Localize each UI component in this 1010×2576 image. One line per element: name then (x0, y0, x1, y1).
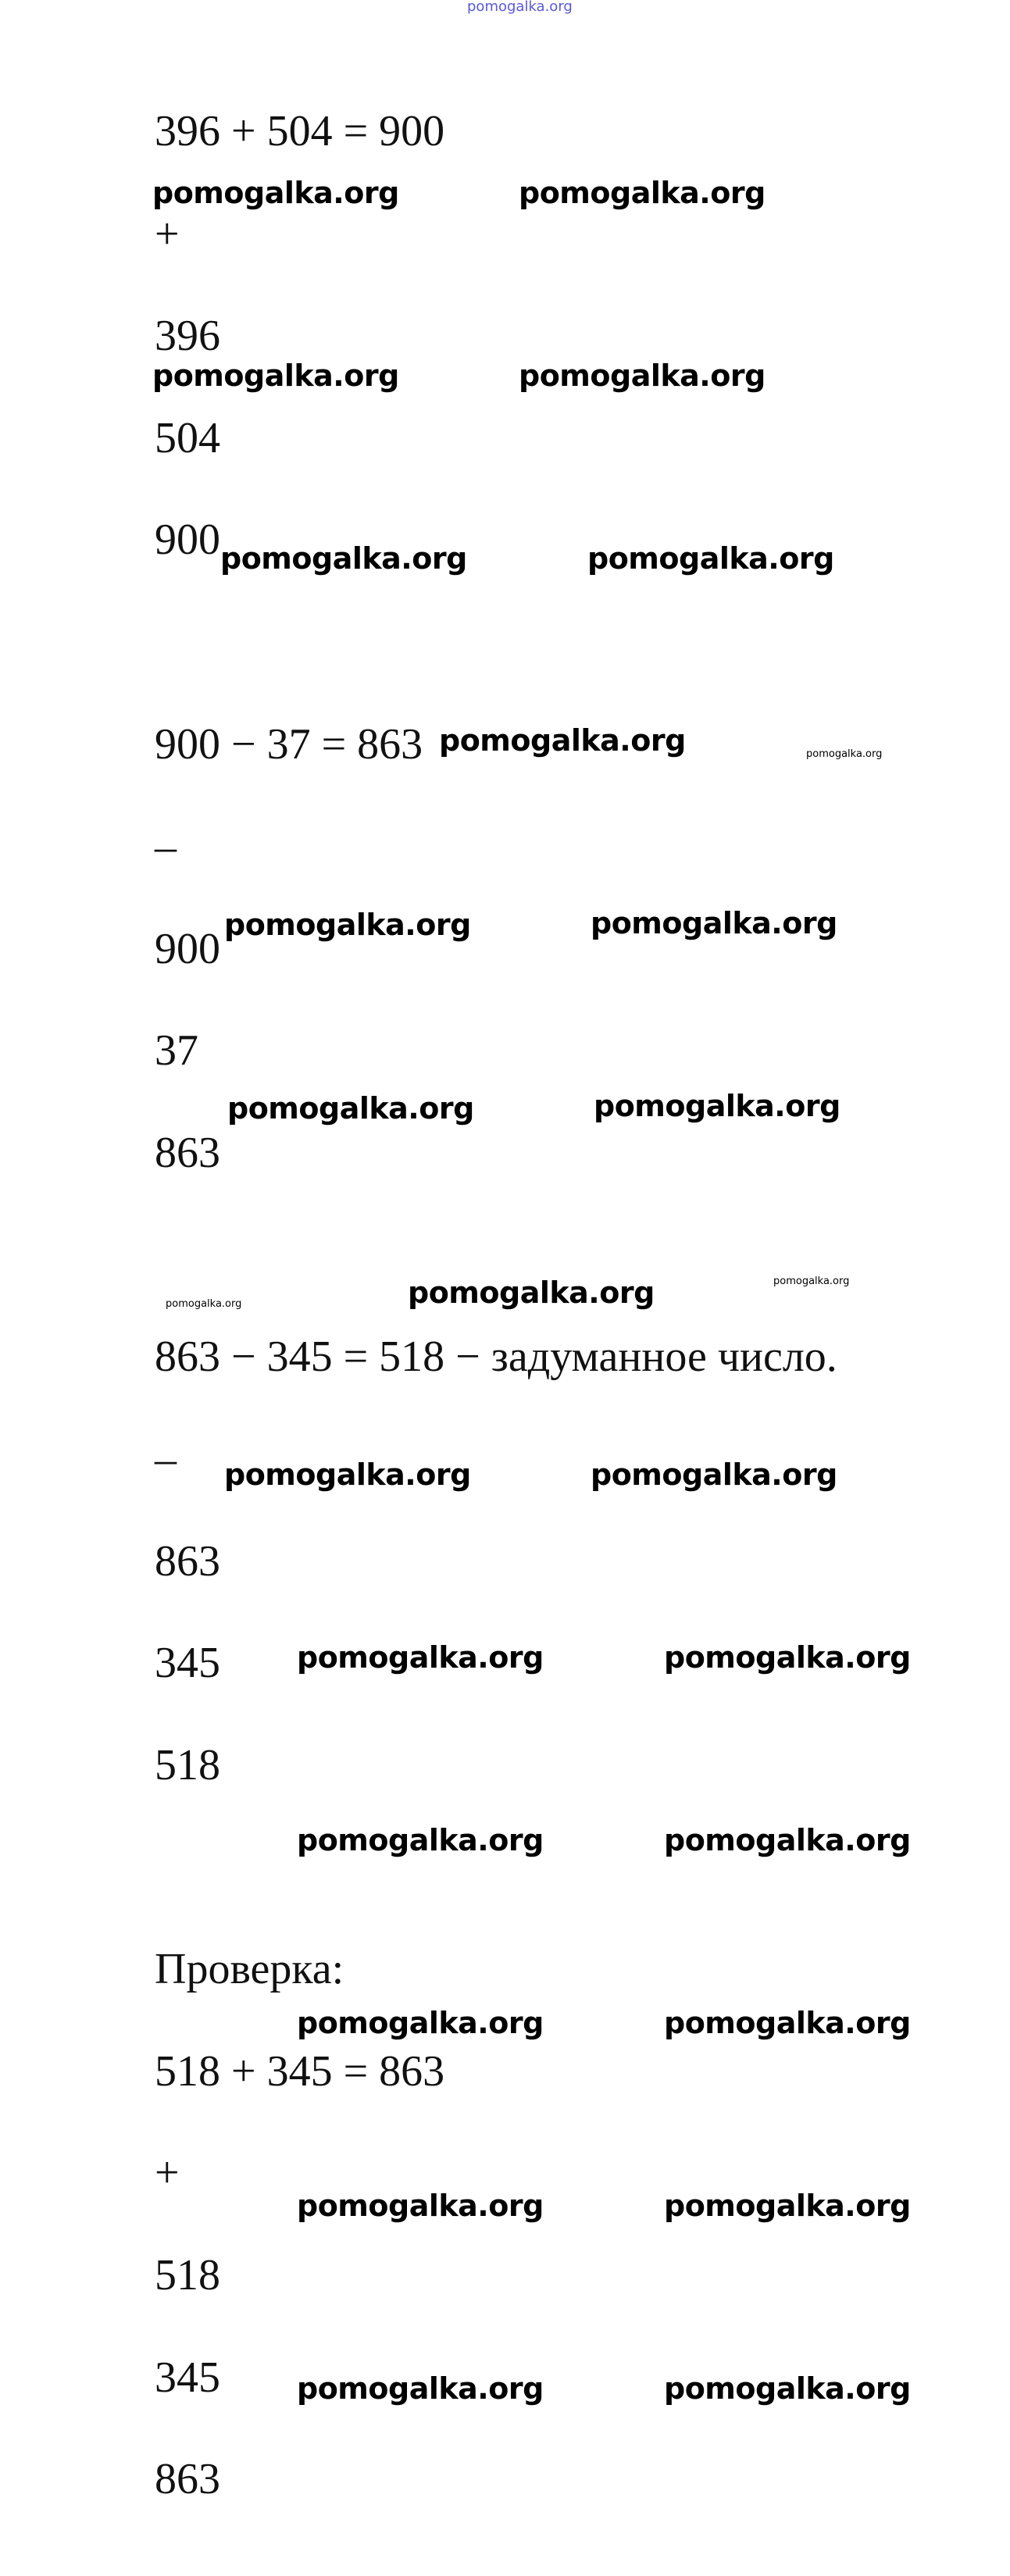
watermark: pomogalka.org (664, 1823, 911, 1857)
watermark: pomogalka.org (152, 176, 399, 210)
operand-2b: 37 (155, 1026, 198, 1075)
equation-2: 900 − 37 = 863 (155, 720, 423, 769)
watermark: pomogalka.org (591, 906, 837, 940)
result-2: 863 (155, 1129, 220, 1177)
operand-3a: 863 (155, 1537, 220, 1586)
watermark-small: pomogalka.org (806, 748, 883, 760)
watermark: pomogalka.org (519, 176, 766, 210)
sign-4: + (155, 2149, 180, 2197)
equation-1: 396 + 504 = 900 (155, 107, 445, 155)
watermark: pomogalka.org (297, 2006, 544, 2040)
header-watermark: pomogalka.org (467, 0, 573, 15)
watermark-small: pomogalka.org (773, 1276, 850, 1287)
operand-4a: 518 (155, 2251, 220, 2299)
watermark: pomogalka.org (224, 1457, 471, 1492)
watermark: pomogalka.org (439, 723, 686, 758)
watermark: pomogalka.org (664, 2189, 911, 2223)
watermark: pomogalka.org (297, 2189, 544, 2223)
watermark: pomogalka.org (297, 2371, 544, 2406)
result-3: 518 (155, 1741, 220, 1789)
watermark: pomogalka.org (664, 1640, 911, 1675)
watermark: pomogalka.org (594, 1089, 840, 1123)
sign-2: – (155, 822, 177, 871)
watermark-small: pomogalka.org (166, 1298, 242, 1310)
watermark: pomogalka.org (297, 1640, 544, 1675)
sign-3: – (155, 1435, 177, 1483)
watermark: pomogalka.org (591, 1457, 837, 1492)
check-heading: Проверка: (155, 1945, 344, 1993)
sign-1: + (155, 210, 180, 259)
watermark: pomogalka.org (227, 1091, 474, 1126)
watermark: pomogalka.org (152, 359, 399, 393)
watermark: pomogalka.org (408, 1276, 655, 1310)
watermark: pomogalka.org (587, 541, 834, 576)
operand-4b: 345 (155, 2353, 220, 2402)
operand-2a: 900 (155, 925, 220, 973)
watermark: pomogalka.org (220, 541, 467, 576)
watermark: pomogalka.org (664, 2371, 911, 2406)
watermark: pomogalka.org (664, 2006, 911, 2040)
operand-1a: 396 (155, 312, 220, 360)
operand-1b: 504 (155, 414, 220, 462)
result-1: 900 (155, 516, 220, 564)
equation-3: 863 − 345 = 518 − задуманное число. (155, 1333, 837, 1381)
watermark: pomogalka.org (224, 908, 471, 942)
operand-3b: 345 (155, 1639, 220, 1687)
result-4: 863 (155, 2455, 220, 2503)
check-equation: 518 + 345 = 863 (155, 2047, 445, 2096)
watermark: pomogalka.org (297, 1823, 544, 1857)
watermark: pomogalka.org (519, 359, 766, 393)
